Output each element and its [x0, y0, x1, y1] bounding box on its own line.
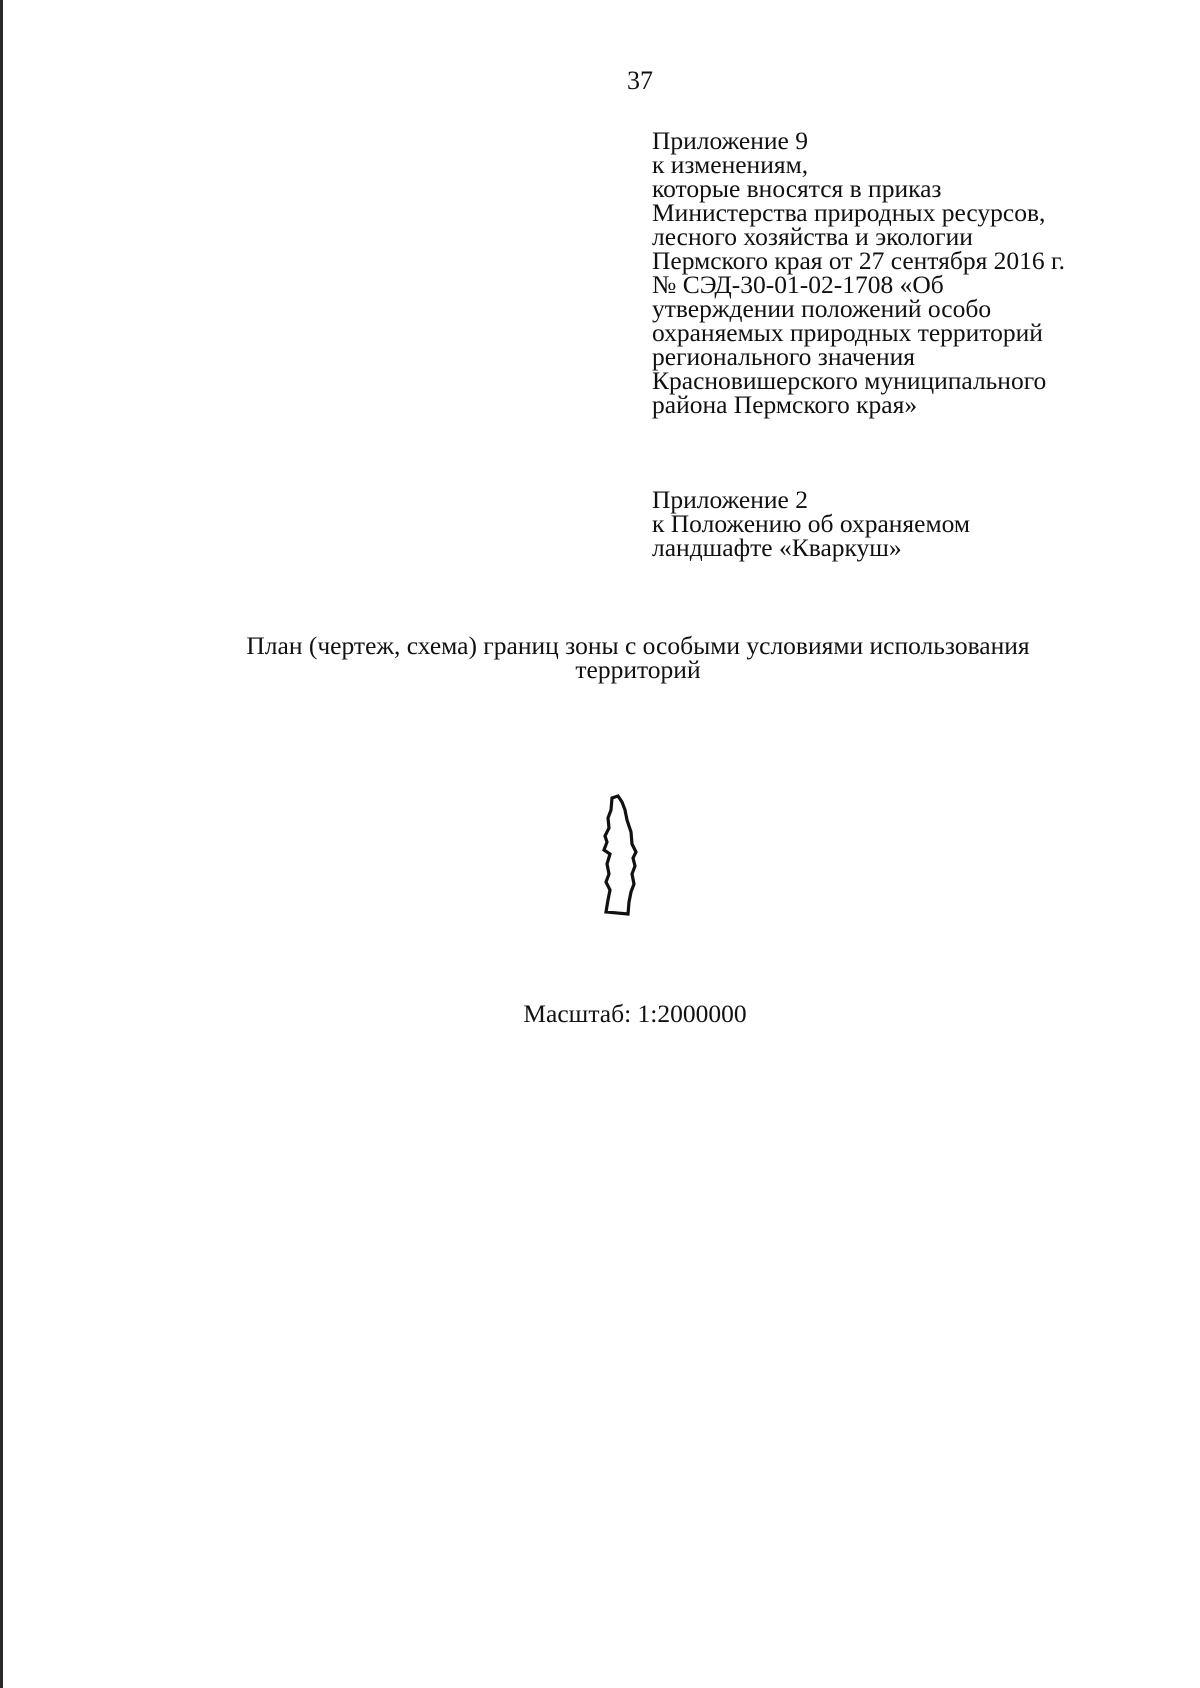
annex-9-header — [652, 126, 1172, 419]
zone-boundary-path — [604, 796, 636, 914]
annex-2-line: ландшафте «Кваркуш» — [652, 533, 902, 562]
annex-9-line: охраняемых природных территорий — [652, 318, 1043, 347]
annex-9-line: Министерства природных ресурсов, — [652, 198, 1046, 227]
annex-9-line: утверждении положений особо — [652, 294, 992, 323]
annex-9-line: которые вносятся в приказ — [652, 174, 942, 203]
scan-edge — [0, 0, 3, 1688]
plan-title — [120, 631, 1156, 684]
plan-title-line: территорий — [575, 655, 701, 684]
annex-9-line: регионального значения — [652, 342, 915, 371]
annex-9-line: района Пермского края» — [652, 390, 918, 419]
annex-9-line: Приложение 9 — [652, 126, 808, 155]
page-number: 37 — [627, 66, 653, 95]
annex-9-line: лесного хозяйства и экологии — [652, 222, 973, 251]
annex-9-line: № СЭД-30-01-02-1708 «Об — [652, 270, 944, 299]
annex-9-line: к изменениям, — [652, 150, 809, 179]
annex-2-line: к Положению об охраняемом — [652, 509, 971, 538]
annex-2-line: Приложение 2 — [652, 485, 808, 514]
plan-title-line: План (чертеж, схема) границ зоны с особыми условиями использования — [246, 631, 1030, 660]
annex-9-line: Пермского края от 27 сентября 2016 г. — [652, 246, 1066, 275]
annex-2-header — [652, 485, 1172, 562]
annex-9-line: Красновишерского муниципального — [652, 366, 1047, 395]
zone-boundary-outline — [598, 794, 658, 922]
scale-label: Масштаб: 1:2000000 — [523, 999, 747, 1028]
